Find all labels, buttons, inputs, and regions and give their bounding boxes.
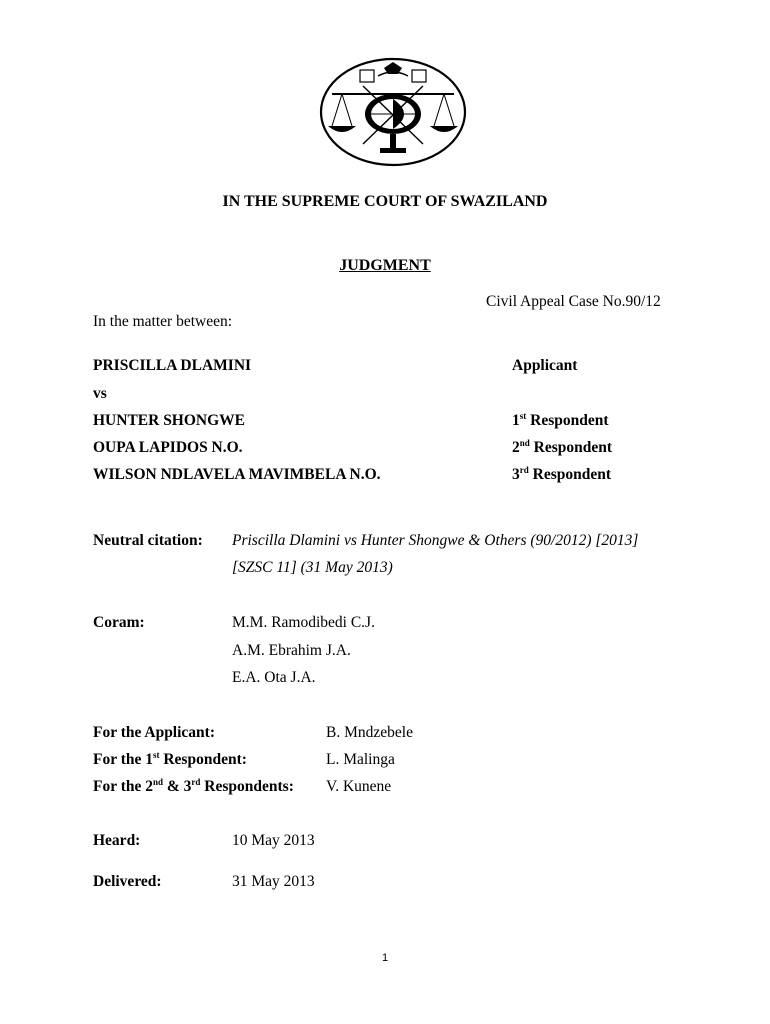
court-title: IN THE SUPREME COURT OF SWAZILAND <box>222 193 548 210</box>
delivered-value: 31 May 2013 <box>232 873 315 890</box>
counsel-applicant-value: B. Mndzebele <box>326 724 413 741</box>
case-number: Civil Appeal Case No.90/12 <box>486 293 661 310</box>
judgment-heading: JUDGMENT <box>339 257 431 274</box>
heard-label: Heard: <box>93 832 141 849</box>
heard-value: 10 May 2013 <box>232 832 315 849</box>
delivered-label: Delivered: <box>93 873 162 890</box>
citation-line-1: Priscilla Dlamini vs Hunter Shongwe & Others (90/2012) [2013] <box>232 532 639 549</box>
matter-intro: In the matter between: <box>93 313 233 330</box>
citation-line-2: [SZSC 11] (31 May 2013) <box>232 559 393 576</box>
counsel-applicant-label: For the Applicant: <box>93 724 215 741</box>
respondent-2-name: OUPA LAPIDOS N.O. <box>93 439 243 456</box>
respondent-1-name: HUNTER SHONGWE <box>93 412 246 429</box>
court-crest-icon <box>318 56 468 168</box>
respondent-3-role: 3rd Respondent <box>512 465 612 483</box>
counsel-first-respondent-label: For the 1st Respondent: <box>93 750 247 768</box>
coram-judge-2: A.M. Ebrahim J.A. <box>232 642 351 659</box>
counsel-other-respondents-value: V. Kunene <box>326 778 392 795</box>
page-number: 1 <box>381 952 389 964</box>
respondent-2-role: 2nd Respondent <box>512 438 613 456</box>
citation-label: Neutral citation: <box>93 532 203 549</box>
coram-judge-1: M.M. Ramodibedi C.J. <box>232 614 375 631</box>
coram-judge-3: E.A. Ota J.A. <box>232 669 316 686</box>
versus-label: vs <box>93 385 107 402</box>
respondent-3-name: WILSON NDLAVELA MAVIMBELA N.O. <box>93 466 381 483</box>
counsel-first-respondent-value: L. Malinga <box>326 751 395 768</box>
applicant-name: PRISCILLA DLAMINI <box>93 357 252 374</box>
applicant-role: Applicant <box>512 357 578 374</box>
coram-label: Coram: <box>93 614 145 631</box>
counsel-other-respondents-label: For the 2nd & 3rd Respondents: <box>93 777 294 795</box>
respondent-1-role: 1st Respondent <box>512 411 609 429</box>
